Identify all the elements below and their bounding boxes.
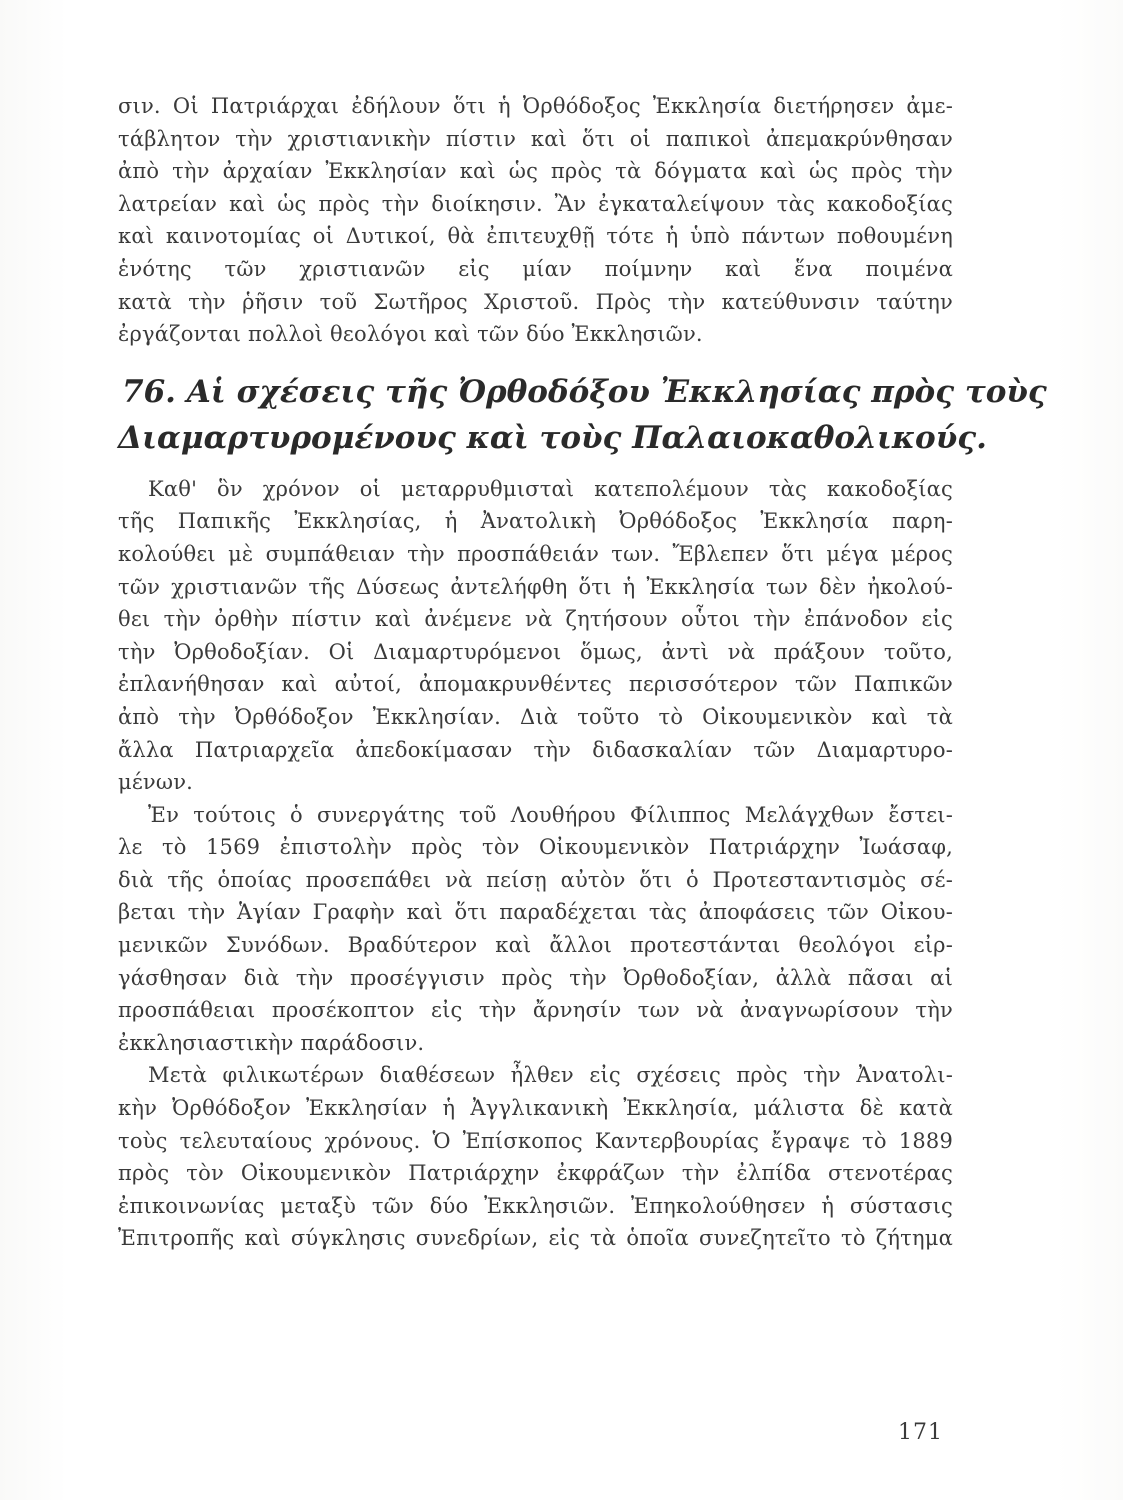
paragraph-anglicans bbox=[118, 1059, 953, 1255]
paragraph-melanchthon bbox=[118, 799, 953, 1060]
section-heading-line-2: Διαμαρτυρομένους καὶ τοὺς Παλαιοκαθολικούς. bbox=[118, 419, 987, 456]
text-line: γάσθησαν διὰ τὴν προσέγγισιν πρὸς τὴν Ὀρθοδοξίαν, ἀλλὰ πᾶσαι αἱ bbox=[118, 965, 953, 990]
text-line: βεται τὴν Ἁγίαν Γραφὴν καὶ ὅτι παραδέχεται τὰς ἀποφάσεις τῶν Οἰκου- bbox=[118, 900, 953, 925]
text-line: τοὺς τελευταίους χρόνους. Ὁ Ἐπίσκοπος Καντερβουρίας ἔγραψε τὸ 1889 bbox=[118, 1128, 953, 1153]
text-line: θει τὴν ὀρθὴν πίστιν καὶ ἀνέμενε νὰ ζητήσουν οὗτοι τὴν ἐπάνοδον εἰς bbox=[118, 607, 953, 632]
text-line: διὰ τῆς ὁποίας προσεπάθει νὰ πείσῃ αὐτὸν ὅτι ὁ Προτεσταντισμὸς σέ- bbox=[118, 867, 953, 892]
text-line: λε τὸ 1569 ἐπιστολὴν πρὸς τὸν Οἰκουμενικὸν Πατριάρχην Ἰωάσαφ, bbox=[118, 835, 953, 860]
text-line: ἐπλανήθησαν καὶ αὐτοί, ἀπομακρυνθέντες περισσότερον τῶν Παπικῶν bbox=[118, 672, 953, 697]
text-line: προσπάθειαι προσέκοπτον εἰς τὴν ἄρνησίν των νὰ ἀναγνωρίσουν τὴν bbox=[118, 998, 953, 1023]
text-line: ἑνότης τῶν χριστιανῶν εἰς μίαν ποίμνην καὶ ἕνα ποιμένα bbox=[118, 256, 953, 281]
text-line: κατὰ τὴν ῥῆσιν τοῦ Σωτῆρος Χριστοῦ. Πρὸς τὴν κατεύθυνσιν ταύτην bbox=[118, 289, 953, 314]
paragraph-protestants bbox=[118, 473, 953, 799]
section-heading-line-1: 76. Αἱ σχέσεις τῆς Ὀρθοδόξου Ἐκκλησίας πρὸς τοὺς bbox=[122, 373, 1047, 410]
text-line: ἐργάζονται πολλοὶ θεολόγοι καὶ τῶν δύο Ἐκκλησιῶν. bbox=[118, 322, 703, 347]
text-line: ἐκκλησιαστικὴν παράδοσιν. bbox=[118, 1030, 425, 1055]
text-line: λατρείαν καὶ ὡς πρὸς τὴν διοίκησιν. Ἂν ἐγκαταλείψουν τὰς κακοδοξίας bbox=[118, 191, 953, 216]
text-line: κὴν Ὀρθόδοξον Ἐκκλησίαν ἡ Ἀγγλικανικὴ Ἐκκλησία, μάλιστα δὲ κατὰ bbox=[118, 1096, 953, 1121]
text-line: τῆς Παπικῆς Ἐκκλησίας, ἡ Ἀνατολικὴ Ὀρθόδοξος Ἐκκλησία παρη- bbox=[118, 509, 953, 534]
text-line: πρὸς τὸν Οἰκουμενικὸν Πατριάρχην ἐκφράζων τὴν ἐλπίδα στενοτέρας bbox=[118, 1161, 953, 1186]
text-line: Μετὰ φιλικωτέρων διαθέσεων ἦλθεν εἰς σχέσεις πρὸς τὴν Ἀνατολι- bbox=[148, 1063, 953, 1088]
text-line: τῶν χριστιανῶν τῆς Δύσεως ἀντελήφθη ὅτι ἡ Ἐκκλησία των δὲν ἠκολού- bbox=[118, 574, 953, 599]
text-line: μενικῶν Συνόδων. Βραδύτερον καὶ ἄλλοι προτεστάνται θεολόγοι εἰρ- bbox=[118, 933, 953, 958]
text-line: μένων. bbox=[118, 770, 194, 795]
text-line: ἀπὸ τὴν ἀρχαίαν Ἐκκλησίαν καὶ ὡς πρὸς τὰ δόγματα καὶ ὡς πρὸς τὴν bbox=[118, 159, 953, 184]
text-line: ἀπὸ τὴν Ὀρθόδοξον Ἐκκλησίαν. Διὰ τοῦτο τὸ Οἰκουμενικὸν καὶ τὰ bbox=[118, 704, 953, 729]
text-line: Ἐπιτροπῆς καὶ σύγκλησις συνεδρίων, εἰς τὰ ὁποῖα συνεζητεῖτο τὸ ζήτημα bbox=[118, 1226, 953, 1251]
text-line: ἄλλα Πατριαρχεῖα ἀπεδοκίμασαν τὴν διδασκαλίαν τῶν Διαμαρτυρο- bbox=[118, 737, 953, 762]
text-line: καὶ καινοτομίας οἱ Δυτικοί, θὰ ἐπιτευχθῇ τότε ἡ ὑπὸ πάντων ποθουμένη bbox=[118, 224, 953, 249]
text-line: κολούθει μὲ συμπάθειαν τὴν προσπάθειάν των. Ἔβλεπεν ὅτι μέγα μέρος bbox=[118, 541, 953, 566]
text-line: τάβλητον τὴν χριστιανικὴν πίστιν καὶ ὅτι οἱ παπικοὶ ἀπεμακρύνθησαν bbox=[118, 126, 953, 151]
text-line: σιν. Οἱ Πατριάρχαι ἐδήλουν ὅτι ἡ Ὀρθόδοξος Ἐκκλησία διετήρησεν ἀμε- bbox=[118, 94, 953, 118]
text-line: Καθ' ὃν χρόνον οἱ μεταρρυθμισταὶ κατεπολέμουν τὰς κακοδοξίας bbox=[148, 476, 953, 501]
text-line: τὴν Ὀρθοδοξίαν. Οἱ Διαμαρτυρόμενοι ὅμως, ἀντὶ νὰ πράξουν τοῦτο, bbox=[118, 639, 953, 664]
intro-paragraph bbox=[118, 90, 953, 351]
page-number: 171 bbox=[898, 1420, 943, 1445]
page-text bbox=[118, 90, 1047, 1255]
text-line: Ἐν τούτοις ὁ συνεργάτης τοῦ Λουθήρου Φίλιππος Μελάγχθων ἔστει- bbox=[148, 802, 953, 827]
text-line: ἐπικοινωνίας μεταξὺ τῶν δύο Ἐκκλησιῶν. Ἐπηκολούθησεν ἡ σύστασις bbox=[118, 1193, 953, 1218]
